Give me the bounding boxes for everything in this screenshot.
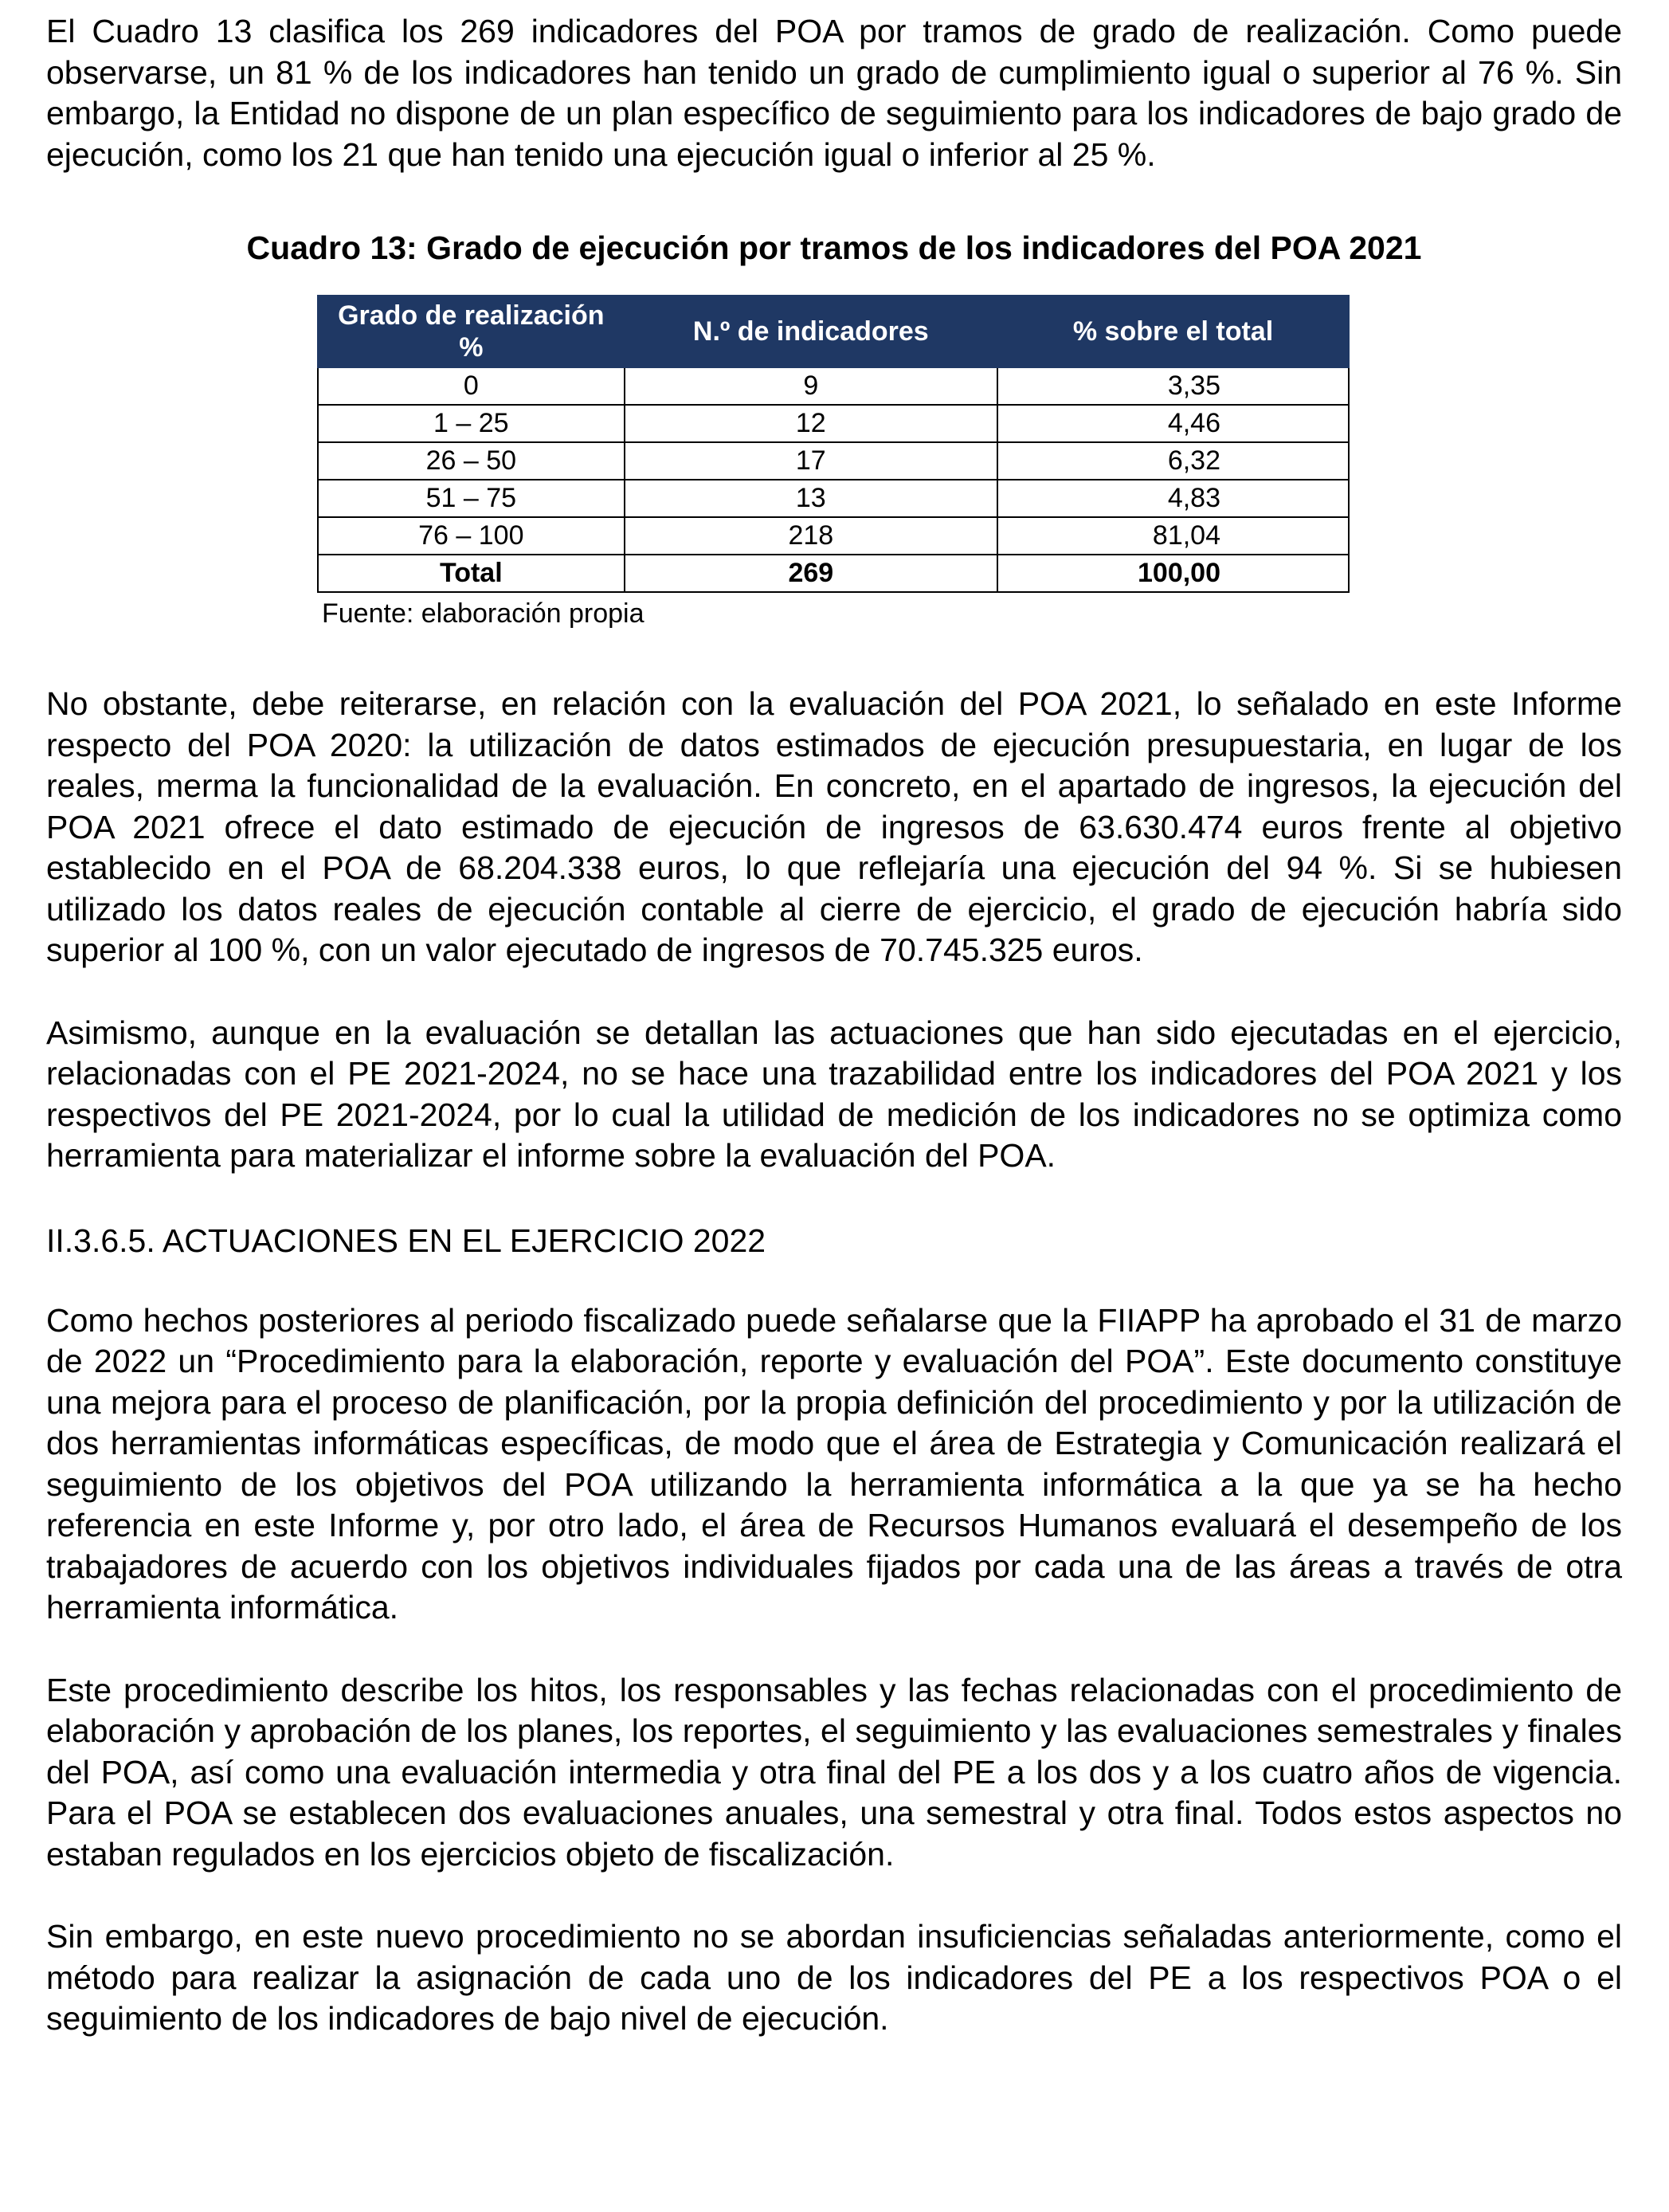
cell-numero: 9: [625, 367, 997, 405]
cell-porcentaje: 81,04: [997, 517, 1349, 555]
cell-grado: 0: [318, 367, 625, 405]
cell-grado: 1 – 25: [318, 405, 625, 442]
header-porcentaje: % sobre el total: [997, 296, 1349, 367]
table-row: [318, 442, 1349, 480]
cell-numero: 13: [625, 480, 997, 517]
cell-total-numero: 269: [625, 555, 997, 592]
document-page: [46, 11, 1622, 2040]
table-total-row: [318, 555, 1349, 592]
sin-embargo-paragraph: Sin embargo, en este nuevo procedimiento no se abordan insuficiencias señaladas anteriormente, como el método para realizar la asignación de cada uno de los indicadores del PE a los respectivos POA o el seguimiento de los indicadores de bajo nivel de ejecución.: [46, 1918, 1622, 2037]
cell-grado: 51 – 75: [318, 480, 625, 517]
table-row: [318, 405, 1349, 442]
cell-total-porcentaje: 100,00: [997, 555, 1349, 592]
cell-porcentaje: 6,32: [997, 442, 1349, 480]
indicators-table-wrap: [317, 295, 1350, 631]
header-grado: Grado de realización %: [318, 296, 625, 367]
section-heading: II.3.6.5. ACTUACIONES EN EL EJERCICIO 2022: [46, 1222, 766, 1259]
cell-porcentaje: 4,46: [997, 405, 1349, 442]
table-caption: Cuadro 13: Grado de ejecución por tramos de los indicadores del POA 2021: [246, 229, 1422, 266]
header-numero: N.º de indicadores: [625, 296, 997, 367]
cell-numero: 17: [625, 442, 997, 480]
hechos-paragraph: Como hechos posteriores al periodo fiscalizado puede señalarse que la FIIAPP ha aprobado el 31 de marzo de 2022 un “Procedimiento para la elaboración, reporte y evaluación del POA”. Este documento constituye una mejora para el proceso de planificación, por la propia definición del procedimiento y por la utilización de dos herramientas informáticas específicas, de modo que el área de Estrategia y Comunicación realizará el seguimiento de los objetivos del POA utilizando la herramienta informática a la que ya se ha hecho referencia en este Informe y, por otro lado, el área de Recursos Humanos evaluará el desempeño de los trabajadores de acuerdo con los objetivos individuales fijados por cada una de las áreas a través de otra herramienta informática.: [46, 1301, 1622, 1626]
procedimiento-paragraph: Este procedimiento describe los hitos, los responsables y las fechas relacionadas con el procedimiento de elaboración y aprobación de los planes, los reportes, el seguimiento y las evaluaciones semestrales y finales del POA, así como una evaluación intermedia y otra final del PE a los dos y a los cuatro años de vigencia. Para el POA se establecen dos evaluaciones anuales, una semestral y otra final. Todos estos aspectos no estaban regulados en los ejercicios objeto de fiscalización.: [46, 1671, 1622, 1873]
indicators-table: [317, 295, 1350, 593]
table-row: [318, 367, 1349, 405]
table-row: [318, 517, 1349, 555]
no-obstante-paragraph: No obstante, debe reiterarse, en relación con la evaluación del POA 2021, lo señalado en este Informe respecto del POA 2020: la utilización de datos estimados de ejecución presupuestaria, en lugar de los reales, merma la funcionalidad de la evaluación. En concreto, en el apartado de ingresos, la ejecución del POA 2021 ofrece el dato estimado de ejecución de ingresos de 63.630.474 euros frente al objetivo establecido en el POA de 68.204.338 euros, lo que reflejaría una ejecución del 94 %. Si se hubiesen utilizado los datos reales de ejecución contable al cierre de ejercicio, el grado de ejecución habría sido superior al 100 %, con un valor ejecutado de ingresos de 70.745.325 euros.: [46, 685, 1622, 968]
cell-total-label: Total: [318, 555, 625, 592]
asimismo-paragraph: Asimismo, aunque en la evaluación se detallan las actuaciones que han sido ejecutadas en el ejercicio, relacionadas con el PE 2021-2024, no se hace una trazabilidad entre los indicadores del POA 2021 y los respectivos del PE 2021-2024, por lo cual la utilidad de medición de los indicadores no se optimiza como herramienta para materializar el informe sobre la evaluación del POA.: [46, 1014, 1622, 1174]
cell-grado: 26 – 50: [318, 442, 625, 480]
cell-numero: 218: [625, 517, 997, 555]
cell-porcentaje: 3,35: [997, 367, 1349, 405]
table-header-row: [318, 296, 1349, 367]
intro-paragraph: El Cuadro 13 clasifica los 269 indicadores del POA por tramos de grado de realización. Como puede observarse, un 81 % de los indicadores han tenido un grado de cumplimiento igual o superior al 76 %. Sin embargo, la Entidad no dispone de un plan específico de seguimiento para los indicadores de bajo grado de ejecución, como los 21 que han tenido una ejecución igual o inferior al 25 %.: [46, 13, 1622, 173]
table-row: [318, 480, 1349, 517]
cell-grado: 76 – 100: [318, 517, 625, 555]
cell-numero: 12: [625, 405, 997, 442]
cell-porcentaje: 4,83: [997, 480, 1349, 517]
table-source: Fuente: elaboración propia: [322, 598, 644, 629]
